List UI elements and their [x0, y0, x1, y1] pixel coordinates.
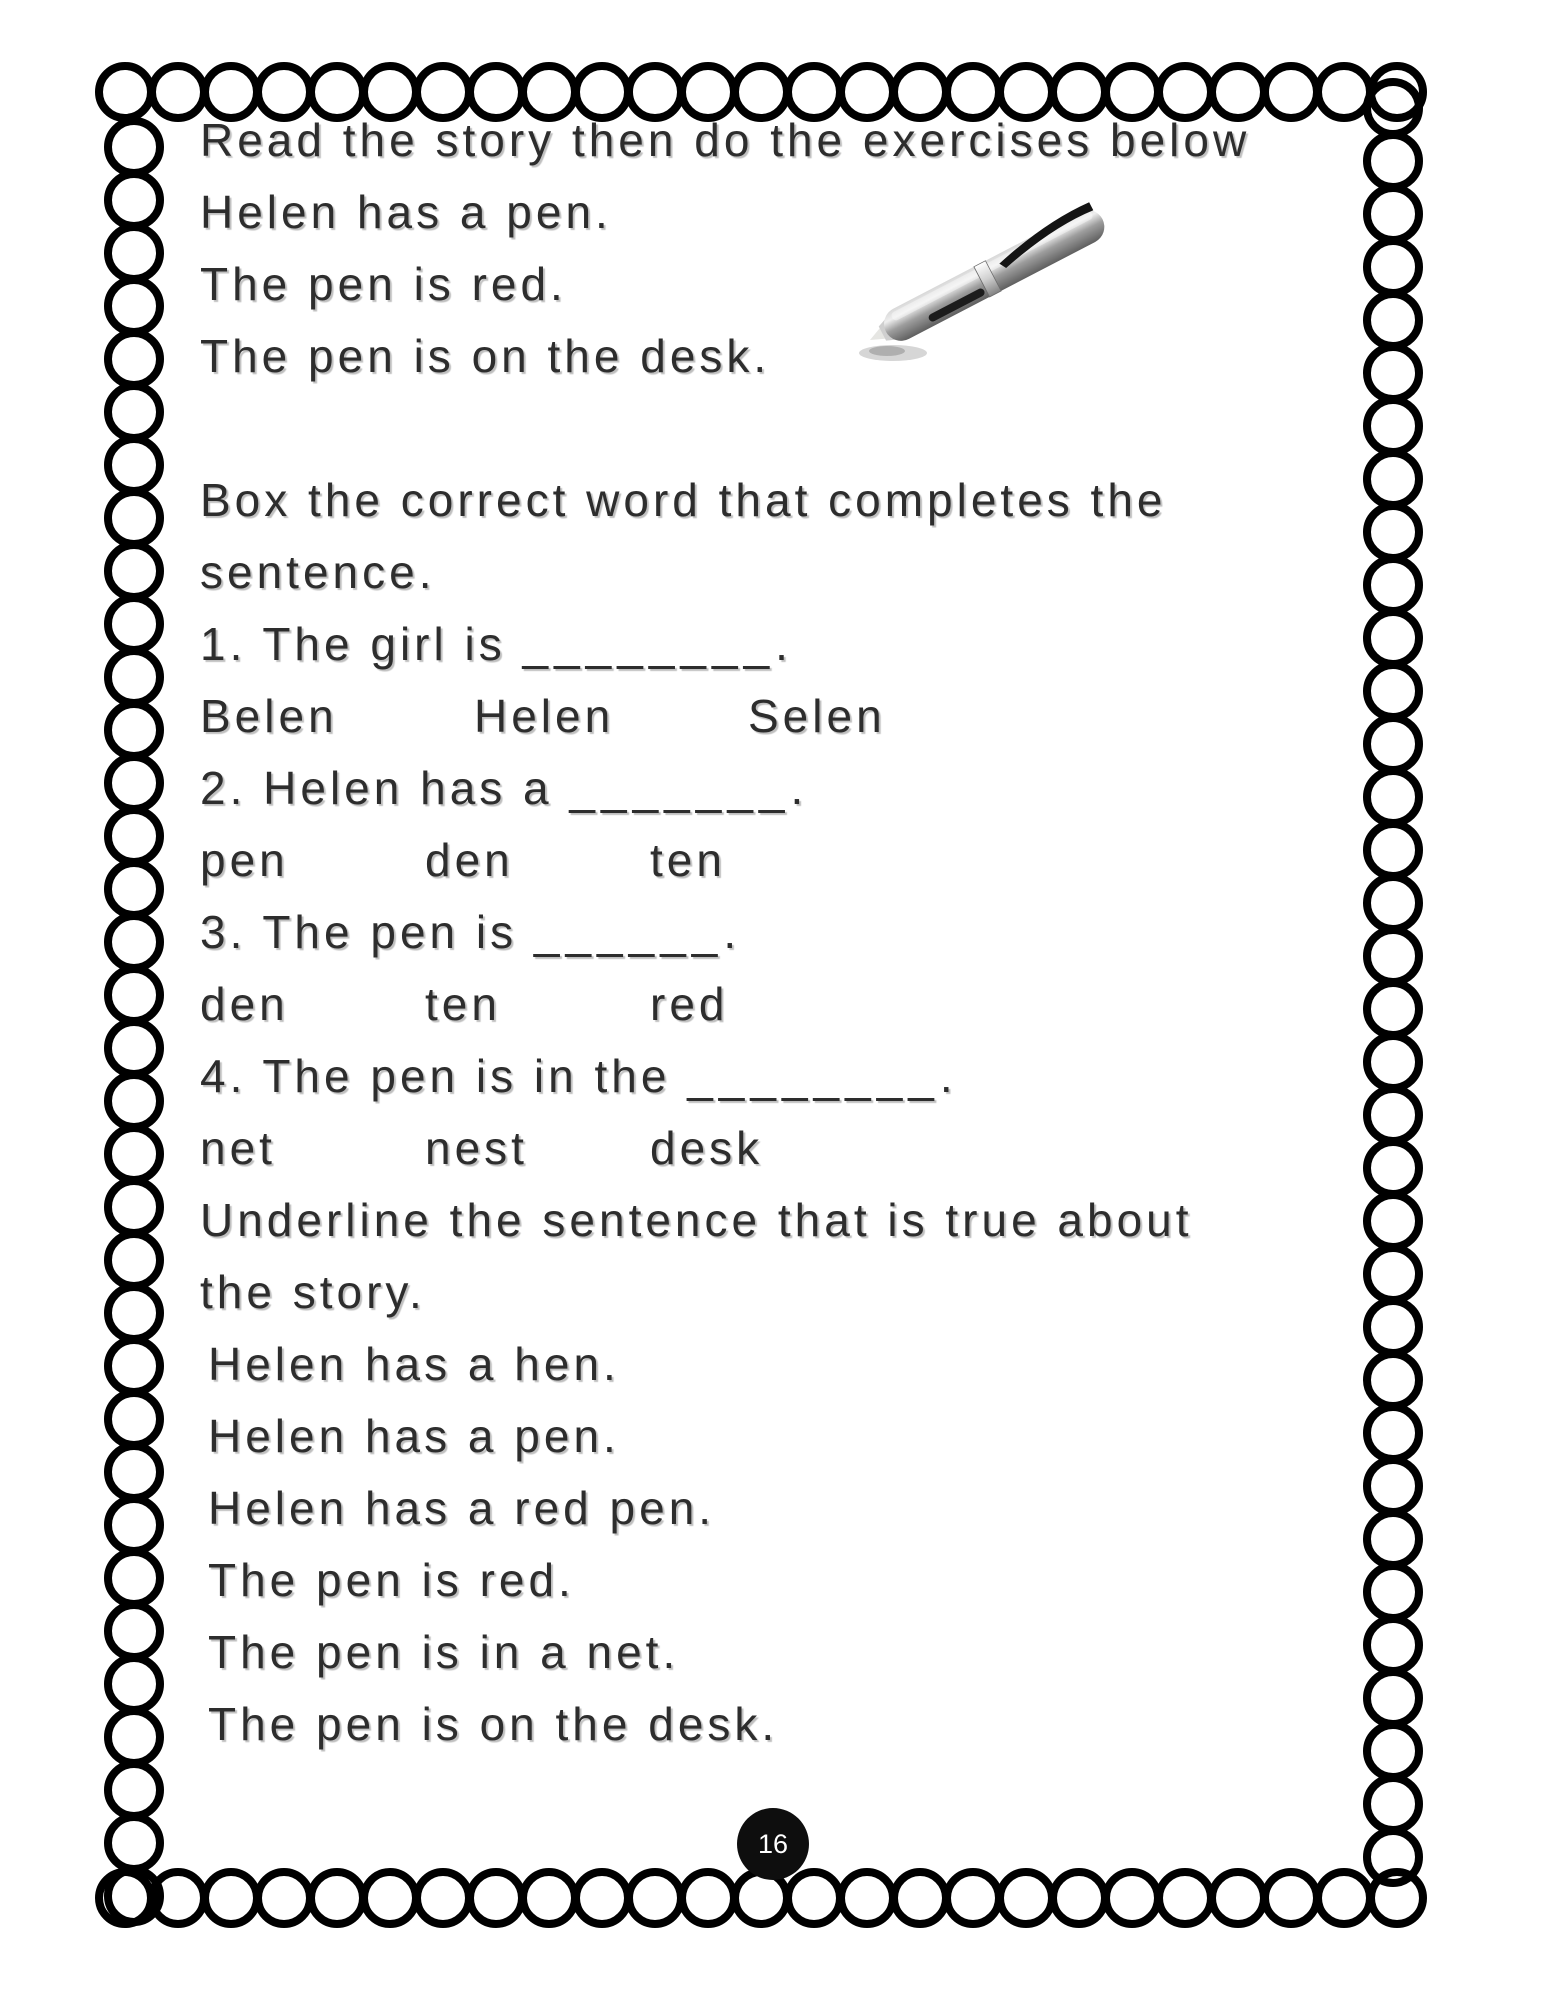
border-ring: [104, 223, 164, 283]
underline-instruction: the story.: [200, 1266, 426, 1318]
question-2: [200, 752, 1375, 824]
choice-word: Selen: [748, 690, 886, 742]
border-ring: [1049, 1868, 1109, 1928]
border-ring: [104, 1018, 164, 1078]
question-text: 3. The pen is: [200, 906, 534, 958]
border-ring: [104, 435, 164, 495]
question-period: .: [790, 762, 808, 814]
worksheet-content: [200, 104, 1375, 1760]
border-ring: [104, 1442, 164, 1502]
choice-word: Belen: [200, 690, 338, 742]
border-ring: [1363, 1827, 1423, 1887]
choice-word: ten: [425, 978, 501, 1030]
sentence-item: The pen is in a net.: [208, 1626, 680, 1678]
border-ring: [104, 276, 164, 336]
choice-word: ten: [650, 834, 726, 886]
border-ring: [104, 1707, 164, 1767]
border-ring: [996, 1868, 1056, 1928]
choices-row-2: [200, 824, 1375, 896]
question-4: [200, 1040, 1375, 1112]
border-ring: [104, 382, 164, 442]
answer-blank: ______: [533, 906, 724, 958]
story-line: The pen is red.: [200, 258, 567, 310]
choice-word: desk: [650, 1122, 764, 1174]
border-bottom: [95, 1868, 1420, 1928]
border-ring: [1155, 1868, 1215, 1928]
border-ring: [254, 1868, 314, 1928]
choices-row-1: [200, 680, 1375, 752]
blank-line: [200, 392, 1375, 464]
story-line: The pen is on the desk.: [200, 330, 771, 382]
border-ring: [1208, 1868, 1268, 1928]
question-period: .: [939, 1050, 957, 1102]
question-text: 1. The girl is: [200, 618, 523, 670]
answer-blank: ________: [687, 1050, 940, 1102]
border-ring: [943, 1868, 1003, 1928]
question-text: 2. Helen has a: [200, 762, 570, 814]
page-title: Read the story then do the exercises below: [200, 114, 1251, 166]
choice-word: nest: [425, 1122, 528, 1174]
border-ring: [104, 965, 164, 1025]
border-ring: [104, 1601, 164, 1661]
border-ring: [104, 1760, 164, 1820]
border-ring: [104, 1654, 164, 1714]
choice-word: Helen: [474, 690, 615, 742]
border-ring: [572, 1868, 632, 1928]
choices-row-3: [200, 968, 1375, 1040]
sentence-item: Helen has a pen.: [208, 1410, 620, 1462]
question-period: .: [775, 618, 792, 670]
border-ring: [104, 753, 164, 813]
border-ring: [104, 541, 164, 601]
border-ring: [104, 700, 164, 760]
border-ring: [104, 1389, 164, 1449]
border-ring: [104, 329, 164, 389]
border-ring: [625, 1868, 685, 1928]
choice-word: den: [200, 978, 289, 1030]
border-ring: [104, 647, 164, 707]
border-ring: [104, 1495, 164, 1555]
border-ring: [104, 1548, 164, 1608]
border-ring: [678, 1868, 738, 1928]
page-number-badge: [737, 1808, 809, 1880]
border-ring: [104, 170, 164, 230]
box-instruction: sentence.: [200, 546, 436, 598]
border-ring: [104, 1336, 164, 1396]
border-ring: [784, 1868, 844, 1928]
underline-instruction: Underline the sentence that is true about: [200, 1194, 1193, 1246]
box-instruction: Box the correct word that completes the: [200, 474, 1167, 526]
border-ring: [104, 1071, 164, 1131]
border-ring: [466, 1868, 526, 1928]
choice-word: pen: [200, 834, 289, 886]
border-ring: [104, 1124, 164, 1184]
border-ring: [413, 1868, 473, 1928]
border-ring: [148, 62, 208, 122]
question-3: [200, 896, 1375, 968]
choice-word: red: [650, 978, 729, 1030]
border-left: [104, 117, 164, 1919]
border-ring: [201, 1868, 261, 1928]
border-ring: [890, 1868, 950, 1928]
border-ring: [104, 488, 164, 548]
border-ring: [104, 1177, 164, 1237]
sentence-item: Helen has a red pen.: [208, 1482, 716, 1534]
choices-row-4: [200, 1112, 1375, 1184]
sentence-item: Helen has a hen.: [208, 1338, 620, 1390]
story-line: Helen has a pen.: [200, 186, 612, 238]
border-ring: [519, 1868, 579, 1928]
border-ring: [1102, 1868, 1162, 1928]
choice-word: net: [200, 1122, 276, 1174]
border-ring: [360, 1868, 420, 1928]
border-ring: [104, 1230, 164, 1290]
border-ring: [104, 859, 164, 919]
border-ring: [1261, 1868, 1321, 1928]
border-ring: [104, 117, 164, 177]
border-ring: [104, 912, 164, 972]
choice-word: den: [425, 834, 514, 886]
question-text: 4. The pen is in the: [200, 1050, 688, 1102]
border-ring: [1363, 1774, 1423, 1834]
border-ring: [104, 1283, 164, 1343]
page-number: 16: [757, 1828, 789, 1859]
answer-blank: ________: [522, 618, 776, 670]
border-ring: [95, 62, 155, 122]
question-period: .: [723, 906, 741, 958]
border-ring: [104, 1813, 164, 1873]
border-ring: [104, 806, 164, 866]
sentence-item: The pen is on the desk.: [208, 1698, 779, 1750]
border-ring: [837, 1868, 897, 1928]
question-1: [200, 608, 1375, 680]
border-ring: [104, 594, 164, 654]
border-ring: [307, 1868, 367, 1928]
border-ring: [104, 1866, 164, 1926]
sentence-item: The pen is red.: [208, 1554, 575, 1606]
answer-blank: _______: [569, 762, 791, 814]
sentence-list: [200, 1328, 1375, 1760]
